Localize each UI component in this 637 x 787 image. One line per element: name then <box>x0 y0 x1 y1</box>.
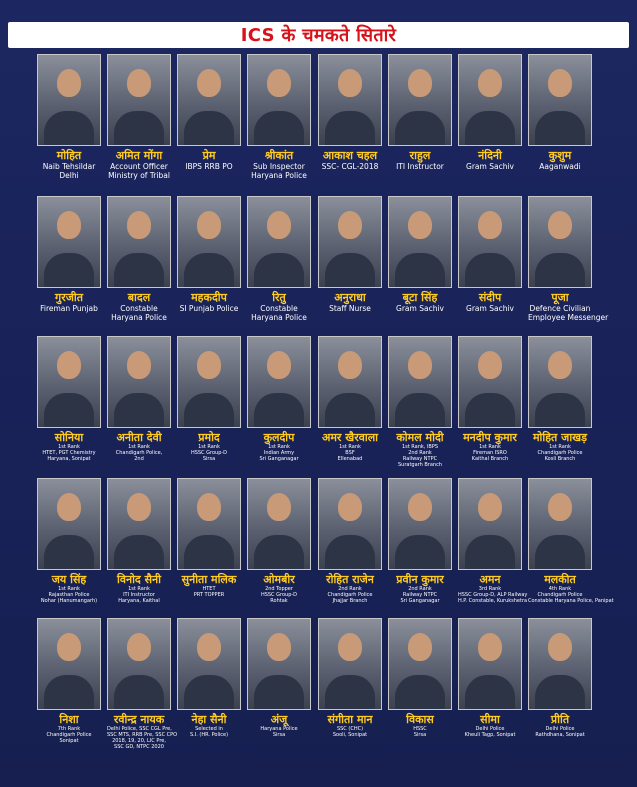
photo-shoulders <box>114 393 164 428</box>
achiever-name: अमन <box>479 573 501 586</box>
photo-shoulders <box>325 535 375 570</box>
achiever-name: रवीन्द्र नायक <box>113 713 165 726</box>
photo-shoulders <box>395 393 445 428</box>
achiever-card <box>318 478 382 604</box>
achiever-post-line: HSSC <box>413 726 427 732</box>
achiever-card <box>388 196 452 313</box>
achiever-post-line: SSC GD, NTPC 2020 <box>114 744 164 750</box>
achiever-photo <box>318 478 382 570</box>
achiever-name: विकास <box>406 713 434 726</box>
achiever-photo <box>107 478 171 570</box>
achiever-post-line: Chandigarh Police <box>537 592 583 598</box>
achiever-post-line: Railway NTPC <box>402 456 438 462</box>
achiever-card <box>177 478 241 598</box>
achiever-card <box>528 336 592 462</box>
photo-face <box>548 211 572 239</box>
achiever-card <box>247 54 311 180</box>
achiever-photo <box>107 196 171 288</box>
photo-shoulders <box>44 535 94 570</box>
achiever-post-line: Sonipat <box>59 738 79 744</box>
achiever-name: मलकीत <box>544 573 576 586</box>
photo-face <box>478 211 502 239</box>
achiever-name: सोनिया <box>54 431 84 444</box>
achiever-photo <box>177 618 241 710</box>
achiever-name: महकदीप <box>191 291 227 304</box>
achiever-post-line: 4th Rank <box>548 586 572 592</box>
achiever-row <box>37 336 617 476</box>
achiever-post-line: 1st Rank <box>479 444 501 450</box>
achiever-name: कुलदीप <box>263 431 295 444</box>
achiever-post-line: Account Officer <box>110 162 168 171</box>
photo-face <box>197 69 221 97</box>
achiever-card <box>247 196 311 322</box>
achiever-post-line: Railway NTPC <box>402 592 438 598</box>
achiever-card <box>177 618 241 738</box>
photo-shoulders <box>44 111 94 146</box>
achiever-post-line: 1st Rank <box>198 444 220 450</box>
achiever-post-line: Rathdhana, Sonipat <box>535 732 585 738</box>
achiever-photo <box>247 478 311 570</box>
achiever-post-line: Kaithal Branch <box>471 456 509 462</box>
photo-face <box>338 351 362 379</box>
achiever-post-line: Gram Sachiv <box>466 304 514 313</box>
achiever-name: रोहित राजेन <box>326 573 374 586</box>
achiever-photo <box>458 336 522 428</box>
achiever-card <box>528 196 609 322</box>
achiever-post-line: H.P. Constable, Kurukshetra <box>458 598 528 604</box>
achiever-post-line: Naib Tehsildar <box>42 162 96 171</box>
achiever-card <box>318 54 382 171</box>
achiever-post-line: Haryana Police <box>251 313 307 322</box>
photo-face <box>197 633 221 661</box>
photo-shoulders <box>535 393 585 428</box>
achiever-post-line: 1st Rank <box>58 444 80 450</box>
achiever-card <box>458 196 522 313</box>
achiever-post-line: Chandigarh Police <box>327 592 373 598</box>
achiever-post-line: Sri Ganganagar <box>259 456 299 462</box>
achiever-card <box>247 478 311 604</box>
achiever-name: नंदिनी <box>478 149 502 162</box>
achiever-post-line: HTET, PGT Chemistry <box>42 450 96 456</box>
photo-shoulders <box>535 111 585 146</box>
photo-shoulders <box>114 111 164 146</box>
photo-shoulders <box>465 111 515 146</box>
photo-face <box>548 351 572 379</box>
photo-shoulders <box>395 535 445 570</box>
photo-face <box>127 633 151 661</box>
page-title: ICS के चमकते सितारे <box>240 25 397 46</box>
achiever-post-line: Gram Sachiv <box>396 304 444 313</box>
photo-face <box>57 351 81 379</box>
achiever-name: बादल <box>127 291 151 304</box>
photo-shoulders <box>465 535 515 570</box>
achiever-card <box>388 618 452 738</box>
achiever-card <box>107 618 178 750</box>
achiever-card <box>37 478 101 604</box>
achiever-card <box>528 618 592 738</box>
achiever-post-line: Nohar (Hanumangarh) <box>40 598 98 604</box>
photo-shoulders <box>325 675 375 710</box>
achiever-name: निशा <box>59 713 79 726</box>
achiever-name: मोहित <box>56 149 82 162</box>
photo-face <box>478 493 502 521</box>
achiever-name: गुरजीत <box>55 291 83 304</box>
achiever-photo <box>37 336 101 428</box>
achiever-post-line: 7th Rank <box>57 726 81 732</box>
achiever-post-line: S.I. (HR. Police) <box>189 732 229 738</box>
achiever-card <box>458 336 522 462</box>
achiever-post-line: Delhi Police, SSC CGL Pre, <box>107 726 172 732</box>
achiever-post-line: Sooli, Sonipat <box>332 732 368 738</box>
achiever-post-line: Rohtak <box>270 598 288 604</box>
achiever-post-line: Delhi <box>59 171 79 180</box>
achiever-card <box>107 196 171 322</box>
achiever-post-line: PRT TOPPER <box>193 592 225 598</box>
photo-shoulders <box>44 393 94 428</box>
photo-face <box>197 211 221 239</box>
achiever-card <box>37 54 101 180</box>
achiever-name: अमर खैरवाला <box>321 431 379 444</box>
photo-face <box>548 69 572 97</box>
achiever-photo <box>37 478 101 570</box>
photo-shoulders <box>254 393 304 428</box>
photo-face <box>127 351 151 379</box>
achiever-card <box>318 196 382 313</box>
achiever-card <box>388 478 452 604</box>
photo-face <box>408 633 432 661</box>
achiever-post-line: 1st Rank <box>128 444 150 450</box>
achiever-post-line: Aaganwadi <box>539 162 581 171</box>
photo-face <box>338 493 362 521</box>
achiever-card <box>177 336 241 462</box>
achiever-post-line: Jhajjar Branch <box>332 598 368 604</box>
achiever-post-line: Fireman ISRO <box>473 450 507 456</box>
achiever-post-line: Haryana, Kaithal <box>118 598 160 604</box>
achiever-photo <box>388 478 452 570</box>
achiever-row <box>37 618 617 758</box>
achiever-post-line: Chandigarh Police <box>46 732 92 738</box>
achiever-name: अनुराधा <box>334 291 366 304</box>
achiever-card <box>247 618 311 738</box>
achiever-name: पूजा <box>551 291 569 304</box>
achiever-name: अनीता देवी <box>116 431 162 444</box>
achiever-post-line: Ellenabad <box>337 456 363 462</box>
achiever-photo <box>458 54 522 146</box>
achiever-card <box>177 54 241 171</box>
photo-face <box>548 493 572 521</box>
achiever-name: संगीता मान <box>327 713 373 726</box>
photo-shoulders <box>325 111 375 146</box>
photo-shoulders <box>44 253 94 288</box>
achiever-name: प्रीति <box>550 713 570 726</box>
photo-shoulders <box>114 675 164 710</box>
photo-face <box>478 351 502 379</box>
achiever-name: अंजू <box>270 713 288 726</box>
photo-face <box>197 351 221 379</box>
achiever-name: जय सिंह <box>51 573 87 586</box>
achiever-card <box>318 336 382 462</box>
achiever-post-line: Sirsa <box>202 456 216 462</box>
achiever-name: राहुल <box>409 149 431 162</box>
achiever-post-line: 1st Rank <box>268 444 290 450</box>
achiever-name: बूटा सिंह <box>402 291 438 304</box>
photo-face <box>57 211 81 239</box>
photo-face <box>267 493 291 521</box>
achiever-card <box>458 478 528 604</box>
achiever-post-line: SSC (CHC) <box>336 726 364 732</box>
achiever-post-line: Haryana Police <box>111 313 167 322</box>
achiever-card <box>458 618 522 738</box>
achiever-post-line: Delhi Police <box>475 726 505 732</box>
achiever-photo <box>37 618 101 710</box>
achiever-card <box>388 54 452 171</box>
achiever-photo <box>528 196 592 288</box>
achiever-photo <box>318 618 382 710</box>
achiever-photo <box>458 478 522 570</box>
achiever-name: सुनीता मलिक <box>181 573 237 586</box>
photo-shoulders <box>395 111 445 146</box>
achiever-post-line: 2nd Topper <box>265 586 293 592</box>
achiever-post-line: Rajasthan Police <box>48 592 90 598</box>
achiever-card <box>107 478 171 604</box>
achiever-photo <box>177 478 241 570</box>
achiever-post-line: 2nd Rank <box>408 450 432 456</box>
achiever-row <box>37 196 617 336</box>
achiever-card <box>458 54 522 171</box>
achiever-post-line: ITI Instructor <box>123 592 155 598</box>
achiever-card <box>107 54 171 180</box>
achiever-name: अमित मोंगा <box>115 149 163 162</box>
photo-face <box>267 351 291 379</box>
achiever-post-line: Haryana, Sonipat <box>47 456 91 462</box>
achiever-photo <box>177 196 241 288</box>
photo-shoulders <box>254 111 304 146</box>
achiever-name: प्रवीन कुमार <box>396 573 444 586</box>
achiever-post-line: Employee Messenger <box>528 313 609 322</box>
photo-face <box>338 633 362 661</box>
photo-shoulders <box>184 675 234 710</box>
achiever-post-line: 1st Rank, IBPS <box>401 444 439 450</box>
achiever-post-line: 2nd Rank <box>338 586 362 592</box>
photo-face <box>127 493 151 521</box>
achiever-post-line: 2nd Rank <box>408 586 432 592</box>
achiever-photo <box>528 618 592 710</box>
achiever-photo <box>528 54 592 146</box>
achiever-name: सीमा <box>480 713 500 726</box>
achiever-card <box>177 196 241 313</box>
achiever-post-line: Sri Ganganagar <box>400 598 440 604</box>
achiever-photo <box>107 336 171 428</box>
achiever-name: ओमबीर <box>263 573 295 586</box>
photo-shoulders <box>325 393 375 428</box>
achiever-card <box>388 336 452 468</box>
achiever-post-line: Staff Nurse <box>329 304 371 313</box>
achiever-post-line: 2nd <box>134 456 144 462</box>
achiever-card <box>247 336 311 462</box>
photo-shoulders <box>465 253 515 288</box>
photo-face <box>338 69 362 97</box>
achiever-photo <box>177 336 241 428</box>
achiever-post-line: 1st Rank <box>58 586 80 592</box>
photo-face <box>338 211 362 239</box>
achiever-card <box>37 618 101 744</box>
achiever-photo <box>458 196 522 288</box>
achiever-card <box>528 54 592 171</box>
achiever-name: श्रीकांत <box>264 149 294 162</box>
photo-face <box>127 211 151 239</box>
achiever-photo <box>318 54 382 146</box>
achiever-post-line: Delhi Police <box>545 726 575 732</box>
achiever-post-line: Constable <box>120 304 158 313</box>
photo-face <box>408 69 432 97</box>
photo-shoulders <box>535 675 585 710</box>
achiever-photo <box>458 618 522 710</box>
achiever-post-line: Constable Haryana Police, Panipat <box>528 598 614 604</box>
achiever-post-line: Kosli Branch <box>544 456 576 462</box>
achiever-card <box>528 478 614 604</box>
photo-shoulders <box>184 393 234 428</box>
photo-face <box>127 69 151 97</box>
photo-shoulders <box>465 675 515 710</box>
achiever-photo <box>318 336 382 428</box>
photo-face <box>478 69 502 97</box>
achiever-post-line: SSC- CGL-2018 <box>321 162 379 171</box>
photo-shoulders <box>395 675 445 710</box>
achiever-name: प्रेम <box>202 149 216 162</box>
achiever-card <box>107 336 171 462</box>
achiever-post-line: HTET <box>202 586 216 592</box>
achiever-post-line: BSF <box>345 450 355 456</box>
achiever-photo <box>528 478 592 570</box>
achiever-post-line: Indian Army <box>263 450 295 456</box>
photo-shoulders <box>184 535 234 570</box>
photo-shoulders <box>254 535 304 570</box>
photo-shoulders <box>44 675 94 710</box>
achiever-post-line: HSSC Group-D <box>190 450 228 456</box>
achiever-photo <box>388 196 452 288</box>
achiever-name: कोमल मोदी <box>396 431 444 444</box>
achiever-name: मोहित जाखड़ <box>532 431 588 444</box>
achiever-post-line: Defence Civilian <box>529 304 591 313</box>
photo-face <box>548 633 572 661</box>
photo-face <box>197 493 221 521</box>
achiever-post-line: 1st Rank <box>549 444 571 450</box>
achiever-post-line: HSSC Group-D, ALP Railway <box>458 592 528 598</box>
achiever-photo <box>388 336 452 428</box>
achiever-name: मनदीप कुमार <box>463 431 517 444</box>
photo-shoulders <box>254 675 304 710</box>
achiever-photo <box>528 336 592 428</box>
achiever-photo <box>37 54 101 146</box>
photo-face <box>57 493 81 521</box>
photo-face <box>57 633 81 661</box>
achiever-post-line: 1st Rank <box>339 444 361 450</box>
achiever-post-line: Suratgarh Branch <box>397 462 443 468</box>
photo-face <box>267 69 291 97</box>
photo-shoulders <box>535 253 585 288</box>
photo-face <box>408 351 432 379</box>
photo-shoulders <box>114 535 164 570</box>
achiever-post-line: Selected in <box>195 726 223 732</box>
achiever-name: आकाश चहल <box>322 149 378 162</box>
achiever-photo <box>247 54 311 146</box>
achiever-post-line: SSC MTS, RRB Pre, SSC CPO <box>107 732 178 738</box>
achiever-photo <box>247 336 311 428</box>
achiever-card <box>37 336 101 462</box>
achiever-post-line: Sirsa <box>272 732 286 738</box>
achiever-name: विनोद सैनी <box>117 573 161 586</box>
photo-shoulders <box>114 253 164 288</box>
achiever-post-line: Chandigarh Police <box>537 450 583 456</box>
achiever-photo <box>107 54 171 146</box>
photo-shoulders <box>184 111 234 146</box>
achiever-photo <box>177 54 241 146</box>
title-banner <box>8 22 629 48</box>
achiever-post-line: HSSC Group-D <box>260 592 298 598</box>
achiever-post-line: SI Punjab Police <box>179 304 239 313</box>
photo-shoulders <box>325 253 375 288</box>
achiever-photo <box>37 196 101 288</box>
achiever-post-line: Fireman Punjab <box>40 304 98 313</box>
photo-shoulders <box>184 253 234 288</box>
achiever-post-line: Kheuli Tagp, Sonipat <box>464 732 516 738</box>
achiever-name: संदीप <box>478 291 502 304</box>
achiever-name: कुशुम <box>548 149 572 162</box>
photo-face <box>57 69 81 97</box>
photo-face <box>267 211 291 239</box>
photo-face <box>408 493 432 521</box>
achiever-post-line: 2018, 19, 20, LIC Pre, <box>112 738 166 744</box>
photo-face <box>408 211 432 239</box>
achiever-post-line: Haryana Police <box>251 171 307 180</box>
achiever-photo <box>107 618 171 710</box>
achiever-photo <box>388 54 452 146</box>
achiever-photo <box>247 618 311 710</box>
achiever-post-line: Haryana Police <box>260 726 298 732</box>
photo-shoulders <box>254 253 304 288</box>
achiever-post-line: Constable <box>260 304 298 313</box>
achiever-post-line: Sirsa <box>413 732 427 738</box>
achiever-photo <box>247 196 311 288</box>
achiever-row <box>37 478 617 618</box>
achiever-row <box>37 54 617 194</box>
achiever-post-line: 3rd Rank <box>478 586 502 592</box>
achiever-photo <box>318 196 382 288</box>
achiever-post-line: Gram Sachiv <box>466 162 514 171</box>
achiever-photo <box>388 618 452 710</box>
achiever-post-line: ITI Instructor <box>396 162 444 171</box>
achiever-card <box>37 196 101 313</box>
photo-face <box>267 633 291 661</box>
achiever-name: नेहा सैनी <box>191 713 227 726</box>
achiever-name: रितु <box>272 291 286 304</box>
achiever-card <box>318 618 382 738</box>
achiever-post-line: Ministry of Tribal <box>108 171 170 180</box>
photo-face <box>478 633 502 661</box>
photo-shoulders <box>395 253 445 288</box>
photo-shoulders <box>465 393 515 428</box>
achiever-post-line: Chandigarh Police, <box>115 450 163 456</box>
achiever-post-line: IBPS RRB PO <box>185 162 233 171</box>
achiever-post-line: 1st Rank <box>128 586 150 592</box>
achiever-post-line: Sub Inspector <box>253 162 305 171</box>
photo-shoulders <box>535 535 585 570</box>
achiever-name: प्रमोद <box>198 431 220 444</box>
